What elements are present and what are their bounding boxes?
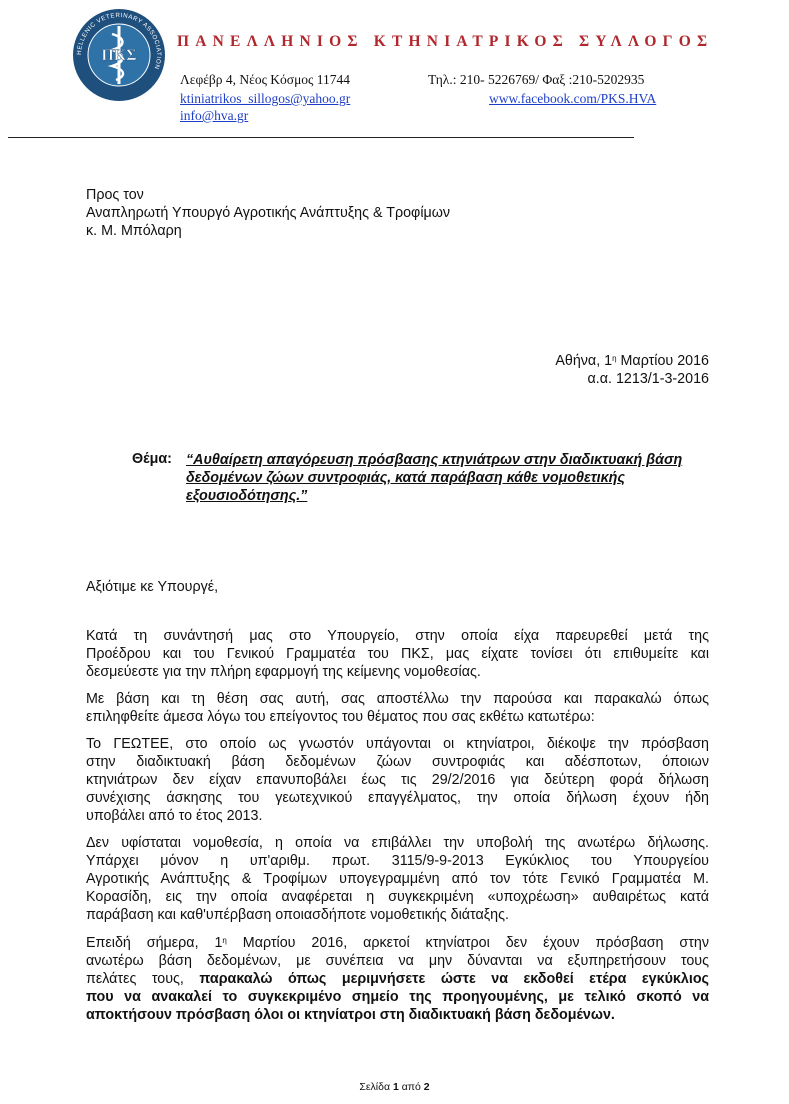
reference-number: α.α. 1213/1-3-2016 <box>587 371 709 387</box>
paragraph-line: που να ανακαλεί το συγκεκριμένο σημείο της προηγουμένης, με τελικό σκοπό να <box>86 989 709 1005</box>
request-bold-text: παρακαλώ όπως μεριμνήσετε ώστε να εκδοθεί ετέρα εγκύκλιος <box>199 971 709 987</box>
recipient-line-2: Αναπληρωτή Υπουργό Αγροτικής Ανάπτυξης & Τροφίμων <box>86 205 451 221</box>
paragraph-line: Επειδή σήμερα, $1^\eta$ Μαρτίου 2016, αρκετοί κτηνίατροι δεν έχουν πρόσβαση στην <box>86 935 709 951</box>
page-footer: Σελίδα 1 από 2 <box>359 1081 430 1093</box>
date-line: Αθήνα, $1^\eta$ Μαρτίου 2016 <box>555 353 709 369</box>
paragraph-line: Προέδρου και του Γενικού Γραμματέα του ΠΚΣ, μας είχατε τονίσει ότι επιθυμείτε και <box>86 646 709 662</box>
paragraph-5 <box>86 934 709 1024</box>
paragraph-line: συνέχισης άσκησης του γεωτεχνικού επαγγέλματος, την οποία δήλωση έχουν ήδη <box>86 790 709 806</box>
paragraph-4 <box>86 834 709 924</box>
paragraph-line: Αγροτικής Ανάπτυξης & Τροφίμων υπογεγραμμένη από τον τότε Γενικό Γραμματέα Μ. <box>86 871 709 887</box>
paragraph-line: αποκτήσουν πρόσβαση όλοι οι κτηνίατροι στη διαδικτυακή βάση δεδομένων. <box>86 1007 615 1023</box>
paragraph-line: επιληφθείτε άμεσα λόγω του επείγοντος του θέματος που σας εκθέτω κατωτέρω: <box>86 709 595 725</box>
subject-text: “Αυθαίρετη απαγόρευση πρόσβασης κτηνιάτρων στην διαδικτυακή βάση δεδομένων ζώων συντροφιάς, κατά παράβαση κάθε νομοθετικής εξουσιοδότησης.” <box>186 452 683 504</box>
email-link[interactable]: ktiniatrikos_sillogos@yahoo.gr <box>180 91 351 106</box>
association-logo <box>72 8 166 102</box>
facebook-link[interactable]: www.facebook.com/PKS.HVA <box>489 91 657 106</box>
paragraph-line: ανωτέρω βάση δεδομένων, με συνέπεια να μην δύνανται να εξυπηρετήσουν τους <box>86 953 709 969</box>
recipient-line-1: Προς τον <box>86 187 144 203</box>
salutation: Αξιότιμε κε Υπουργέ, <box>86 579 219 595</box>
paragraph-line: πελάτες τους, παρακαλώ όπως μεριμνήσετε ώστε να εκδοθεί ετέρα εγκύκλιος <box>86 971 709 987</box>
paragraph-line: δεσμεύεστε για την πλήρη εφαρμογή της κείμενης νομοθεσίας. <box>86 664 481 680</box>
logo-ring-text: HELLENIC VETERINARY ASSOCIATION <box>75 11 163 71</box>
paragraph-line: υποβάλει από το έτος 2013. <box>86 808 263 824</box>
phone-fax: Τηλ.: 210- 5226769/ Φαξ :210-5202935 <box>428 72 645 87</box>
paragraph-line: παράβαση και καθ'υπέρβαση οποιασδήποτε νομοθετικής διάταξης. <box>86 907 509 923</box>
info-email-link[interactable]: info@hva.gr <box>180 108 249 123</box>
organization-name: ΠΑΝΕΛΛΗΝΙΟΣ ΚΤΗΝΙΑΤΡΙΚΟΣ ΣΥΛΛΟΓΟΣ <box>177 33 714 50</box>
paragraph-2 <box>86 690 709 726</box>
paragraph-line: στην διαδικτυακή βάση δεδομένων ζώων συντροφιάς και αδέσποτων, όποιων <box>86 754 709 770</box>
paragraph-line: Κορασίδη, εις την οποία αναφέρεται η συγκεκριμένη «υποχρέωση» αυθαιρέτως κατά <box>86 889 709 905</box>
paragraph-line: Υπάρχει μόνον η υπ'αριθμ. πρωτ. 3115/9-9-2013 Εγκύκλιος του Υπουργείου <box>86 853 709 869</box>
logo-initials: ΠΚΣ <box>101 47 137 64</box>
paragraph-line: κτηνιάτρων δεν είχαν επανυποβάλει έως τις 29/2/2016 για δεύτερη φορά δήλωση <box>86 772 709 788</box>
paragraph-1 <box>86 627 709 681</box>
header-divider <box>8 137 634 138</box>
paragraph-line: Το ΓΕΩΤΕΕ, στο οποίο ως γνωστόν υπάγονται οι κτηνίατροι, διέκοψε την πρόσβαση <box>86 736 709 752</box>
paragraph-line: Με βάση και τη θέση σας αυτή, σας αποστέλλω την παρούσα και παρακαλώ όπως <box>86 691 709 707</box>
paragraph-3 <box>86 735 709 825</box>
paragraph-line: Δεν υφίσταται νομοθεσία, η οποία να επιβάλλει την υποβολή της ανωτέρω δήλωσης. <box>86 835 709 851</box>
subject-label: Θέμα: <box>132 451 172 467</box>
recipient-line-3: κ. Μ. Μπόλαρη <box>86 223 182 239</box>
address: Λεφέβρ 4, Νέος Κόσμος 11744 <box>180 72 351 87</box>
paragraph-line: Κατά τη συνάντησή μας στο Υπουργείο, στην οποία είχα παρευρεθεί μετά της <box>86 628 709 644</box>
